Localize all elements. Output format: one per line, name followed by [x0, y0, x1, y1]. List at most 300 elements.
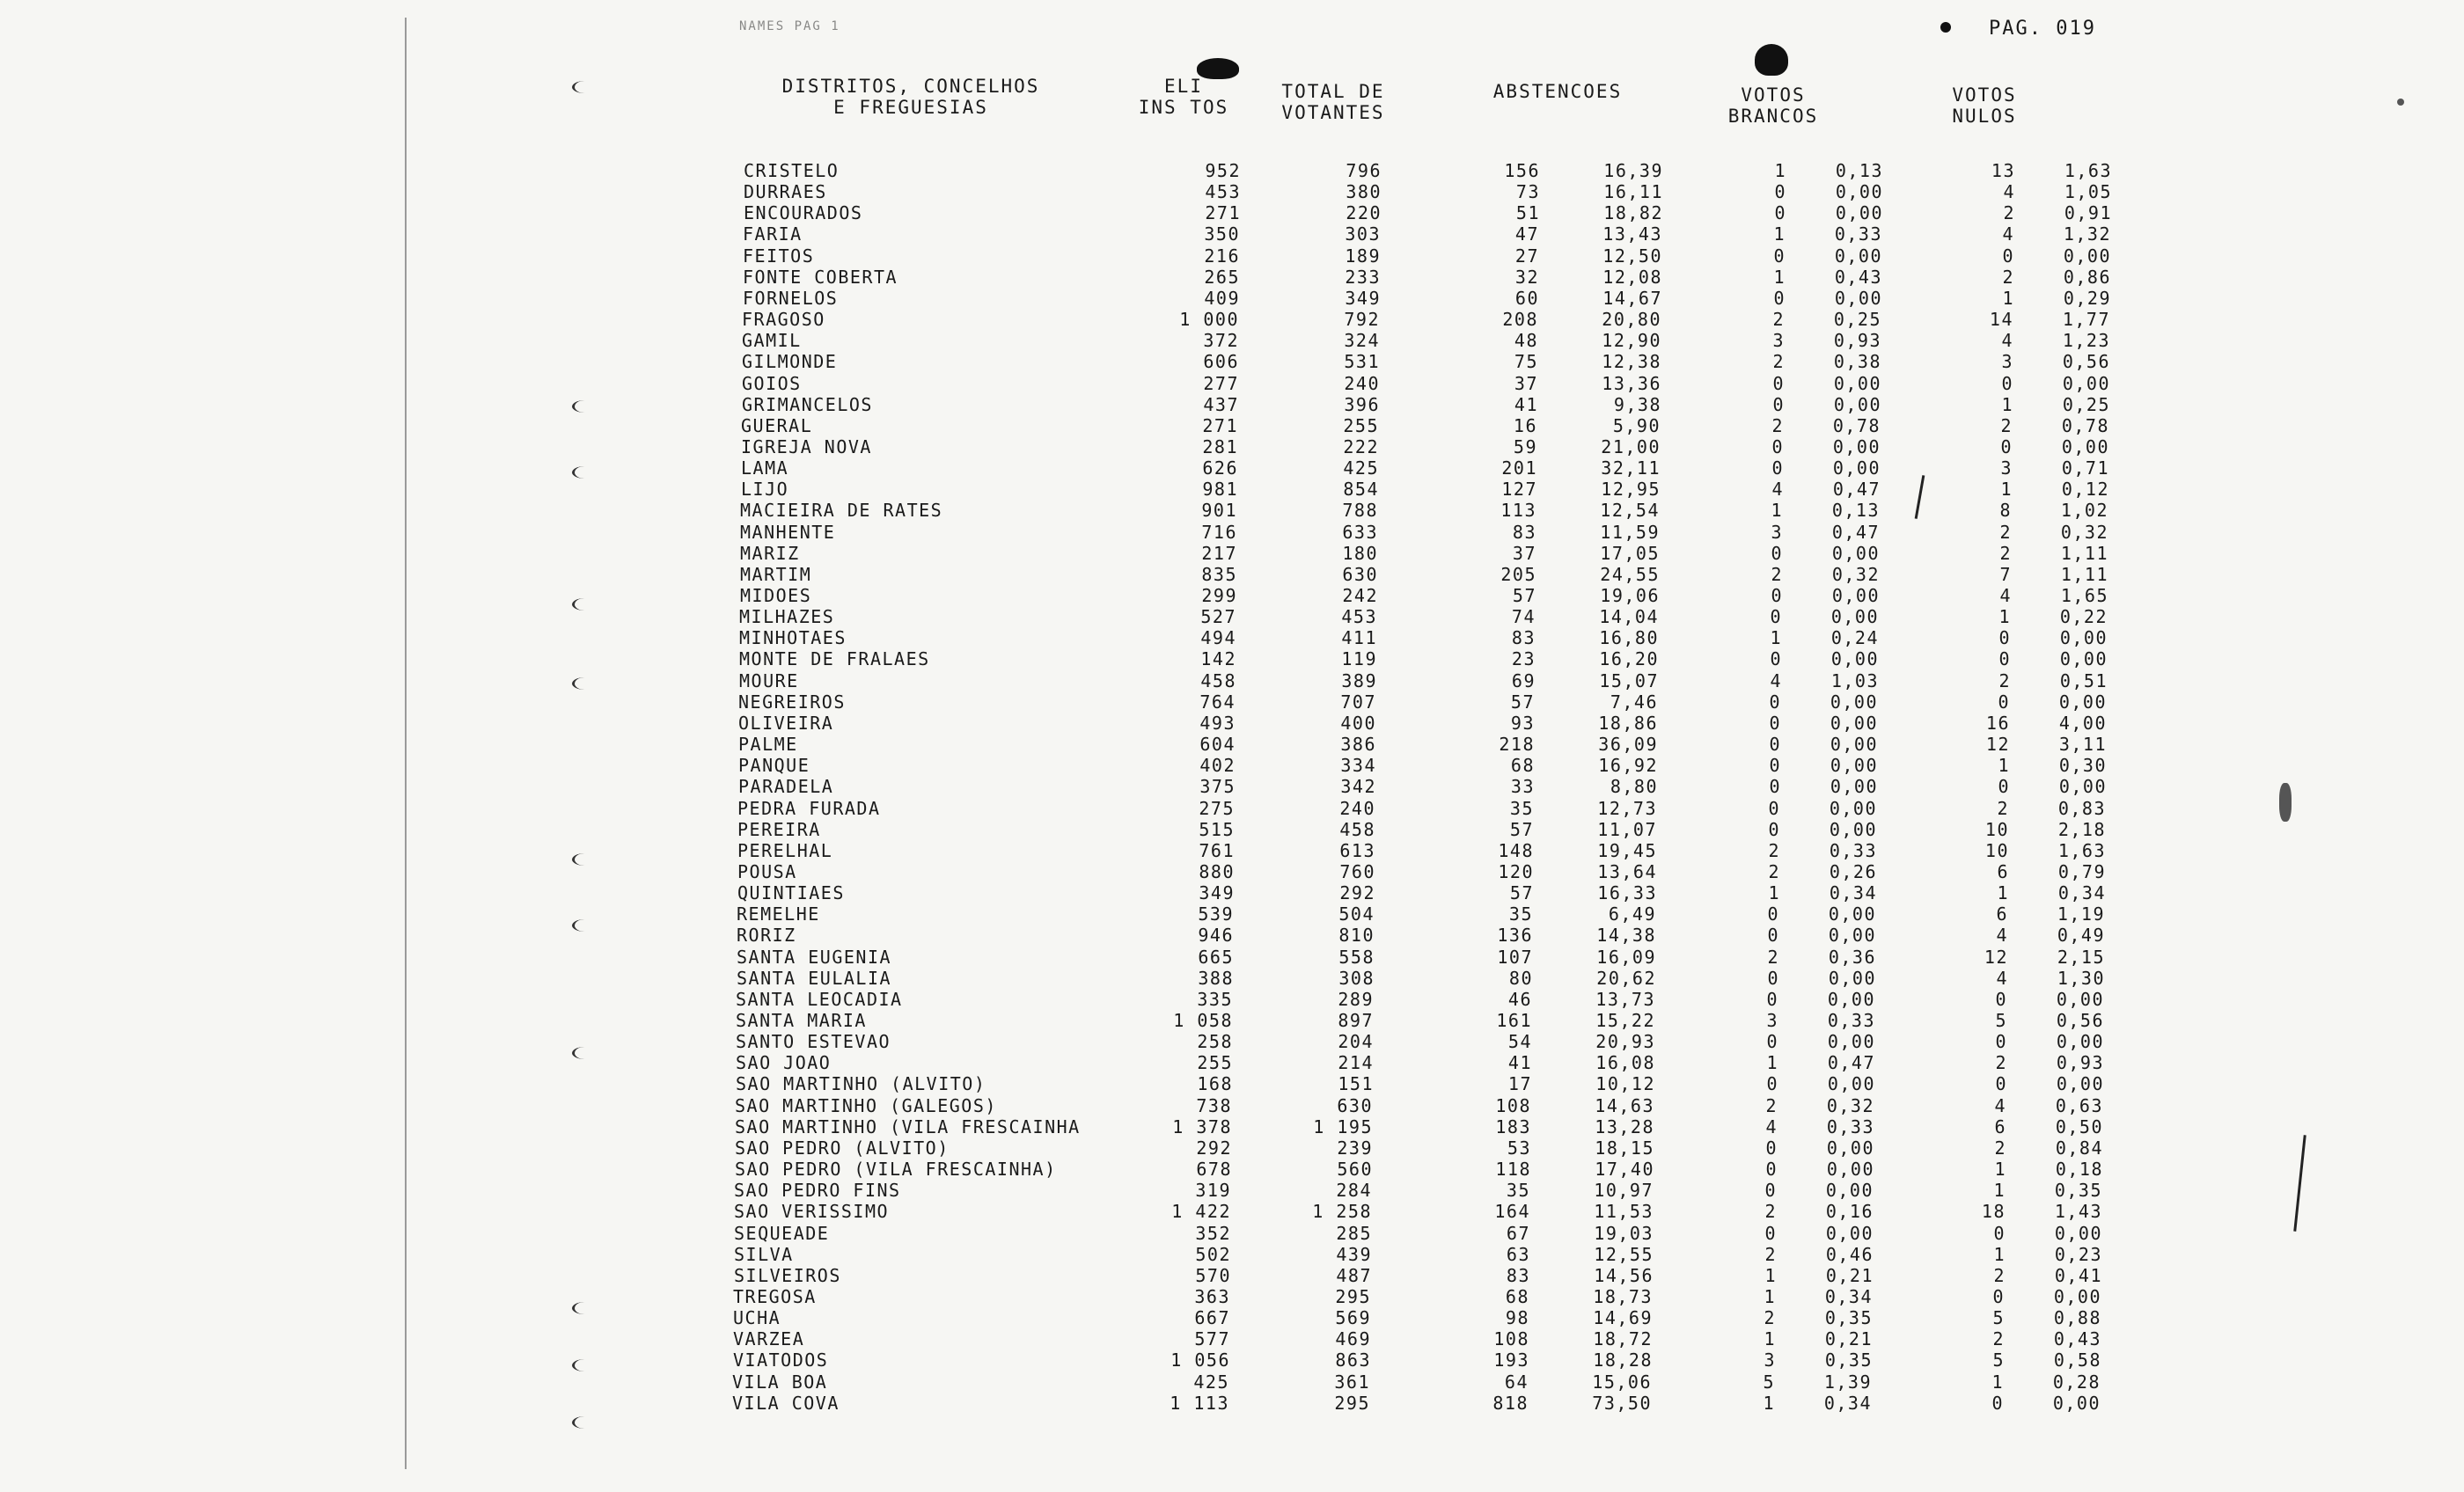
- cell-ins: 570: [1195, 1264, 1231, 1286]
- cell-absp: 15,06: [1592, 1371, 1652, 1393]
- cell-name: SILVEIROS: [734, 1264, 841, 1286]
- cell-abs: 59: [1513, 435, 1537, 457]
- cell-nulp: 0,23: [2054, 1243, 2102, 1265]
- cell-absp: 32,11: [1601, 457, 1661, 479]
- cell-abs: 37: [1514, 372, 1538, 394]
- cell-nulp: 0,43: [2053, 1328, 2101, 1350]
- cell-vot: 569: [1335, 1307, 1371, 1329]
- cell-abs: 69: [1511, 669, 1536, 691]
- cell-abs: 57: [1509, 882, 1534, 904]
- cell-nul: 16: [1985, 712, 2010, 734]
- cell-nul: 6: [1994, 1115, 2006, 1137]
- cell-bra: 0: [1766, 1073, 1778, 1095]
- cell-bra: 0: [1766, 1031, 1778, 1053]
- cell-abs: 63: [1506, 1243, 1530, 1265]
- cell-nul: 2: [1992, 1328, 2005, 1350]
- cell-vot: 342: [1340, 776, 1376, 798]
- cell-ins: 255: [1197, 1052, 1233, 1074]
- cell-name: DURRAES: [744, 181, 827, 203]
- cell-brap: 1,39: [1823, 1371, 1872, 1393]
- cell-absp: 17,40: [1595, 1159, 1654, 1181]
- cell-ins: 350: [1204, 223, 1240, 245]
- cell-abs: 183: [1495, 1115, 1531, 1137]
- cell-vot: 1 195: [1313, 1115, 1373, 1137]
- cell-vot: 796: [1346, 160, 1382, 181]
- cell-ins: 761: [1199, 839, 1235, 861]
- cell-absp: 15,07: [1599, 669, 1659, 691]
- cell-brap: 0,33: [1834, 223, 1882, 245]
- cell-nul: 1: [1994, 1159, 2006, 1181]
- cell-brap: 1,03: [1830, 669, 1879, 691]
- cell-vot: 386: [1340, 734, 1376, 756]
- cell-bra: 0: [1765, 1137, 1778, 1159]
- cell-abs: 32: [1514, 266, 1539, 288]
- cell-bra: 1: [1773, 223, 1786, 245]
- cell-name: POUSA: [737, 860, 797, 882]
- cell-bra: 2: [1768, 860, 1780, 882]
- cell-bra: 0: [1769, 691, 1781, 713]
- cell-brap: 0,00: [1830, 712, 1878, 734]
- speck: [2397, 99, 2404, 106]
- cell-nulp: 0,83: [2057, 797, 2106, 819]
- cell-name: CRISTELO: [744, 160, 840, 181]
- cell-ins: 142: [1200, 648, 1236, 670]
- cell-absp: 19,03: [1594, 1222, 1654, 1244]
- cell-vot: 289: [1338, 988, 1374, 1010]
- cell-brap: 0,33: [1829, 839, 1877, 861]
- cell-bra: 1: [1770, 627, 1782, 649]
- cell-ins: 349: [1199, 882, 1235, 904]
- cell-abs: 193: [1493, 1349, 1529, 1371]
- cell-ins: 626: [1202, 457, 1238, 479]
- cell-vot: 295: [1334, 1392, 1370, 1414]
- cell-name: SANTA MARIA: [736, 1010, 867, 1031]
- cell-nulp: 0,22: [2059, 606, 2108, 628]
- cell-nulp: 1,05: [2064, 181, 2112, 203]
- cell-absp: 21,00: [1601, 435, 1661, 457]
- cell-ins: 764: [1199, 691, 1236, 713]
- cell-brap: 0,43: [1834, 266, 1882, 288]
- cell-nulp: 0,25: [2062, 393, 2110, 415]
- cell-name: LAMA: [741, 457, 789, 479]
- cell-abs: 113: [1500, 500, 1536, 522]
- cell-ins: 901: [1201, 500, 1237, 522]
- cell-absp: 13,43: [1602, 223, 1662, 245]
- cell-abs: 47: [1514, 223, 1539, 245]
- cell-nulp: 1,19: [2057, 903, 2105, 925]
- cell-vot: 439: [1336, 1243, 1372, 1265]
- cell-bra: 2: [1771, 563, 1783, 585]
- cell-brap: 0,00: [1835, 202, 1883, 224]
- cell-bra: 0: [1769, 734, 1781, 756]
- cell-ins: 271: [1205, 202, 1241, 224]
- cell-nul: 2: [1998, 669, 2011, 691]
- cell-absp: 16,20: [1599, 648, 1659, 670]
- cell-nulp: 1,63: [2064, 160, 2112, 181]
- cell-name: GRIMANCELOS: [742, 393, 873, 415]
- cell-vot: 189: [1345, 245, 1381, 267]
- cell-absp: 12,38: [1602, 351, 1661, 373]
- cell-brap: 0,21: [1824, 1328, 1873, 1350]
- cell-vot: 707: [1340, 691, 1376, 713]
- cell-name: VARZEA: [733, 1328, 805, 1350]
- cell-vot: 285: [1336, 1222, 1372, 1244]
- cell-nul: 0: [1992, 1285, 2005, 1307]
- punch-hole-icon: [572, 81, 598, 93]
- cell-name: PALME: [738, 734, 798, 756]
- cell-bra: 0: [1767, 967, 1779, 989]
- cell-bra: 0: [1766, 988, 1778, 1010]
- cell-vot: 233: [1345, 266, 1381, 288]
- cell-bra: 0: [1764, 1180, 1777, 1202]
- cell-name: PEREIRA: [737, 818, 821, 840]
- cell-ins: 502: [1195, 1243, 1231, 1265]
- cell-ins: 216: [1204, 245, 1240, 267]
- header-votantes: TOTAL DE VOTANTES: [1281, 81, 1385, 123]
- cell-abs: 37: [1512, 542, 1536, 564]
- cell-absp: 16,33: [1597, 882, 1657, 904]
- cell-brap: 0,16: [1825, 1201, 1874, 1223]
- cell-absp: 13,28: [1595, 1115, 1654, 1137]
- cell-absp: 12,50: [1602, 245, 1662, 267]
- cell-ins: 319: [1195, 1180, 1231, 1202]
- cell-brap: 0,00: [1830, 755, 1878, 777]
- cell-vot: 361: [1334, 1371, 1370, 1393]
- cell-name: FORNELOS: [743, 287, 839, 309]
- cell-abs: 83: [1512, 521, 1536, 543]
- cell-nul: 1: [1997, 882, 2009, 904]
- cell-brap: 0,47: [1832, 479, 1881, 501]
- punch-hole-icon: [572, 853, 598, 866]
- cell-nul: 3: [2001, 351, 2013, 373]
- cell-name: MINHOTAES: [739, 627, 847, 649]
- cell-absp: 16,80: [1599, 627, 1659, 649]
- cell-brap: 0,00: [1830, 648, 1879, 670]
- cell-vot: 303: [1345, 223, 1381, 245]
- cell-nul: 2: [1999, 542, 2012, 564]
- cell-name: LIJO: [741, 479, 789, 501]
- cell-vot: 788: [1342, 500, 1378, 522]
- punch-hole-icon: [572, 919, 598, 932]
- cell-bra: 0: [1771, 435, 1784, 457]
- cell-bra: 0: [1771, 542, 1783, 564]
- cell-nul: 12: [1985, 734, 2010, 756]
- cell-abs: 35: [1509, 797, 1534, 819]
- cell-absp: 12,73: [1597, 797, 1657, 819]
- cell-bra: 4: [1771, 479, 1784, 501]
- cell-nul: 12: [1984, 946, 2008, 968]
- cell-vot: 810: [1338, 925, 1375, 947]
- cell-nul: 3: [2000, 457, 2013, 479]
- cell-brap: 0,26: [1829, 860, 1877, 882]
- punch-hole-icon: [572, 1416, 598, 1429]
- cell-nulp: 0,41: [2054, 1264, 2102, 1286]
- cell-absp: 20,93: [1595, 1031, 1655, 1053]
- cell-nulp: 0,00: [2059, 627, 2108, 649]
- cell-brap: 0,00: [1825, 1222, 1874, 1244]
- cell-nulp: 0,00: [2054, 1222, 2102, 1244]
- cell-name: GAMIL: [742, 330, 802, 352]
- punch-hole-icon: [572, 1359, 598, 1371]
- cell-bra: 0: [1773, 287, 1786, 309]
- cell-nul: 2: [1994, 1137, 2006, 1159]
- cell-abs: 68: [1510, 755, 1535, 777]
- cell-ins: 258: [1197, 1031, 1233, 1053]
- cell-brap: 0,34: [1824, 1285, 1873, 1307]
- cell-abs: 68: [1505, 1285, 1529, 1307]
- cell-ins: 352: [1195, 1222, 1231, 1244]
- cell-name: SANTA LEOCADIA: [736, 988, 903, 1010]
- cell-nul: 4: [2003, 181, 2015, 203]
- cell-absp: 36,09: [1598, 734, 1658, 756]
- cell-nul: 4: [1996, 925, 2008, 947]
- cell-nul: 4: [1994, 1094, 2006, 1116]
- cell-absp: 6,49: [1608, 903, 1656, 925]
- header-district: DISTRITOS, CONCELHOS E FREGUESIAS: [781, 76, 1040, 118]
- cell-bra: 1: [1764, 1264, 1777, 1286]
- cell-nul: 6: [1997, 860, 2009, 882]
- cell-nul: 10: [1984, 818, 2009, 840]
- cell-vot: 425: [1343, 457, 1379, 479]
- cell-vot: 760: [1339, 860, 1375, 882]
- cell-nulp: 0,56: [2056, 1010, 2104, 1031]
- cell-brap: 0,25: [1833, 309, 1881, 331]
- cell-bra: 0: [1768, 818, 1780, 840]
- cell-nul: 1: [1993, 1180, 2006, 1202]
- cell-absp: 11,53: [1594, 1201, 1654, 1223]
- cell-abs: 156: [1504, 160, 1540, 181]
- cell-bra: 2: [1764, 1201, 1777, 1223]
- cell-nul: 1: [2002, 287, 2014, 309]
- cell-name: GUERAL: [741, 414, 813, 436]
- cell-name: SEQUEADE: [734, 1222, 830, 1244]
- cell-vot: 239: [1337, 1137, 1373, 1159]
- cell-nulp: 0,28: [2052, 1371, 2101, 1393]
- cell-nulp: 0,86: [2063, 266, 2111, 288]
- cell-brap: 0,21: [1825, 1264, 1874, 1286]
- cell-abs: 818: [1492, 1392, 1529, 1414]
- cell-ins: 335: [1197, 988, 1233, 1010]
- cell-name: PARADELA: [738, 776, 834, 798]
- cell-bra: 1: [1766, 1052, 1778, 1074]
- cell-nul: 2: [2002, 266, 2014, 288]
- cell-abs: 127: [1501, 479, 1537, 501]
- cell-absp: 12,08: [1602, 266, 1662, 288]
- cell-vot: 222: [1343, 435, 1379, 457]
- cell-name: SILVA: [734, 1243, 794, 1265]
- cell-nulp: 0,00: [2058, 691, 2107, 713]
- cell-absp: 18,15: [1595, 1137, 1654, 1159]
- cell-absp: 19,45: [1597, 839, 1657, 861]
- cell-brap: 0,24: [1830, 627, 1879, 649]
- cell-bra: 1: [1764, 1328, 1776, 1350]
- cell-vot: 349: [1345, 287, 1381, 309]
- cell-nulp: 0,84: [2055, 1137, 2103, 1159]
- cell-name: MOURE: [739, 669, 799, 691]
- cell-name: SAO MARTINHO (GALEGOS): [735, 1094, 997, 1116]
- cell-ins: 577: [1194, 1328, 1230, 1350]
- cell-abs: 57: [1509, 818, 1534, 840]
- cell-brap: 0,00: [1830, 776, 1878, 798]
- pen-mark: [1915, 475, 1925, 519]
- cell-bra: 1: [1763, 1392, 1775, 1414]
- cell-name: QUINTIAES: [737, 882, 845, 904]
- cell-bra: 2: [1772, 309, 1785, 331]
- cell-nul: 4: [2002, 223, 2014, 245]
- cell-abs: 93: [1510, 712, 1535, 734]
- cell-abs: 33: [1510, 776, 1535, 798]
- cell-name: ENCOURADOS: [744, 202, 863, 224]
- binding-edge: [405, 18, 407, 1469]
- cell-brap: 0,34: [1823, 1392, 1872, 1414]
- cell-nul: 0: [2000, 435, 2013, 457]
- cell-brap: 0,00: [1826, 1159, 1874, 1181]
- cell-brap: 0,47: [1831, 521, 1880, 543]
- cell-nulp: 0,49: [2057, 925, 2105, 947]
- cell-vot: 411: [1341, 627, 1377, 649]
- cell-ins: 606: [1203, 351, 1239, 373]
- header-brancos: VOTOS BRANCOS: [1727, 84, 1819, 127]
- cell-name: TREGOSA: [733, 1285, 817, 1307]
- cell-abs: 64: [1504, 1371, 1529, 1393]
- cell-nul: 5: [1995, 1010, 2007, 1031]
- cell-ins: 1 113: [1170, 1392, 1229, 1414]
- cell-vot: 204: [1338, 1031, 1374, 1053]
- cell-brap: 0,78: [1832, 414, 1881, 436]
- cell-vot: 458: [1339, 818, 1375, 840]
- cell-nul: 0: [1998, 691, 2010, 713]
- cell-nul: 14: [1989, 309, 2013, 331]
- cell-absp: 18,86: [1598, 712, 1658, 734]
- cell-absp: 16,09: [1596, 946, 1656, 968]
- cell-vot: 897: [1338, 1010, 1374, 1031]
- cell-nul: 0: [2001, 372, 2013, 394]
- cell-name: VILA COVA: [732, 1392, 840, 1414]
- cell-abs: 23: [1511, 648, 1536, 670]
- ink-blot-icon: [1755, 44, 1788, 76]
- cell-nulp: 0,00: [2063, 245, 2111, 267]
- cell-ins: 458: [1200, 669, 1236, 691]
- cell-name: PERELHAL: [737, 839, 833, 861]
- cell-vot: 854: [1343, 479, 1379, 501]
- punch-hole-icon: [572, 598, 598, 611]
- cell-ins: 880: [1199, 860, 1235, 882]
- cell-bra: 0: [1767, 925, 1779, 947]
- cell-vot: 214: [1338, 1052, 1374, 1074]
- cell-nul: 1: [2001, 393, 2013, 415]
- cell-brap: 0,36: [1828, 946, 1876, 968]
- cell-ins: 437: [1203, 393, 1239, 415]
- cell-nul: 2: [2003, 202, 2015, 224]
- cell-vot: 389: [1341, 669, 1377, 691]
- cell-abs: 74: [1511, 606, 1536, 628]
- cell-nulp: 0,00: [2056, 1031, 2104, 1053]
- cell-nulp: 0,29: [2063, 287, 2111, 309]
- cell-abs: 75: [1514, 351, 1538, 373]
- cell-nulp: 0,00: [2053, 1285, 2101, 1307]
- cell-name: SAO PEDRO (VILA FRESCAINHA): [735, 1159, 1057, 1181]
- cell-nul: 2: [1999, 521, 2012, 543]
- cell-absp: 8,80: [1610, 776, 1658, 798]
- cell-abs: 57: [1510, 691, 1535, 713]
- cell-absp: 14,69: [1593, 1307, 1653, 1329]
- cell-name: SAO PEDRO (ALVITO): [735, 1137, 950, 1159]
- cell-nul: 0: [1995, 988, 2007, 1010]
- cell-absp: 18,73: [1593, 1285, 1653, 1307]
- pen-mark: [2293, 1135, 2306, 1232]
- cell-vot: 1 258: [1312, 1201, 1372, 1223]
- cell-absp: 12,55: [1594, 1243, 1654, 1265]
- cell-abs: 80: [1508, 967, 1533, 989]
- cell-brap: 0,35: [1824, 1307, 1873, 1329]
- cell-abs: 54: [1507, 1031, 1532, 1053]
- cell-brap: 0,32: [1826, 1094, 1874, 1116]
- cell-bra: 2: [1765, 1094, 1778, 1116]
- cell-absp: 14,38: [1596, 925, 1656, 947]
- cell-nulp: 2,15: [2057, 946, 2105, 968]
- cell-nulp: 2,18: [2057, 818, 2106, 840]
- cell-nulp: 0,79: [2057, 860, 2106, 882]
- cell-nul: 4: [1996, 967, 2008, 989]
- cell-absp: 19,06: [1600, 585, 1660, 606]
- cell-bra: 0: [1774, 181, 1786, 203]
- cell-absp: 17,05: [1600, 542, 1660, 564]
- cell-name: PANQUE: [738, 755, 810, 777]
- cell-brap: 0,32: [1831, 563, 1880, 585]
- cell-absp: 7,46: [1610, 691, 1658, 713]
- cell-absp: 16,08: [1595, 1052, 1655, 1074]
- cell-vot: 469: [1335, 1328, 1371, 1350]
- cell-name: SANTO ESTEVAO: [736, 1031, 891, 1053]
- cell-abs: 208: [1502, 309, 1538, 331]
- cell-name: PEDRA FURADA: [737, 797, 881, 819]
- cell-name: REMELHE: [737, 903, 820, 925]
- top-left-note: NAMES PAG 1: [739, 19, 840, 33]
- cell-absp: 20,62: [1596, 967, 1656, 989]
- cell-ins: 1 378: [1172, 1115, 1232, 1137]
- cell-absp: 12,54: [1600, 500, 1660, 522]
- cell-ins: 527: [1200, 606, 1236, 628]
- cell-vot: 487: [1336, 1264, 1372, 1286]
- cell-bra: 0: [1765, 1159, 1778, 1181]
- cell-nul: 5: [1992, 1307, 2005, 1329]
- cell-absp: 10,12: [1595, 1073, 1655, 1095]
- cell-nul: 10: [1984, 839, 2009, 861]
- cell-abs: 120: [1498, 860, 1534, 882]
- cell-absp: 14,04: [1599, 606, 1659, 628]
- cell-abs: 201: [1501, 457, 1537, 479]
- cell-ins: 946: [1198, 925, 1234, 947]
- cell-abs: 83: [1506, 1264, 1530, 1286]
- cell-name: SAO PEDRO FINS: [734, 1180, 901, 1202]
- cell-abs: 41: [1507, 1052, 1532, 1074]
- header-nulos: VOTOS NULOS: [1952, 84, 2017, 127]
- cell-absp: 11,59: [1600, 521, 1660, 543]
- cell-absp: 18,72: [1593, 1328, 1653, 1350]
- cell-abs: 73: [1515, 181, 1540, 203]
- cell-brap: 0,93: [1833, 330, 1881, 352]
- cell-nulp: 4,00: [2058, 712, 2107, 734]
- cell-nul: 7: [1999, 563, 2012, 585]
- cell-absp: 16,39: [1603, 160, 1663, 181]
- cell-abs: 53: [1507, 1137, 1531, 1159]
- cell-absp: 13,73: [1595, 988, 1655, 1010]
- cell-ins: 738: [1196, 1094, 1232, 1116]
- cell-abs: 108: [1493, 1328, 1529, 1350]
- cell-vot: 380: [1346, 181, 1382, 203]
- cell-brap: 0,46: [1825, 1243, 1874, 1265]
- cell-name: MARIZ: [740, 542, 800, 564]
